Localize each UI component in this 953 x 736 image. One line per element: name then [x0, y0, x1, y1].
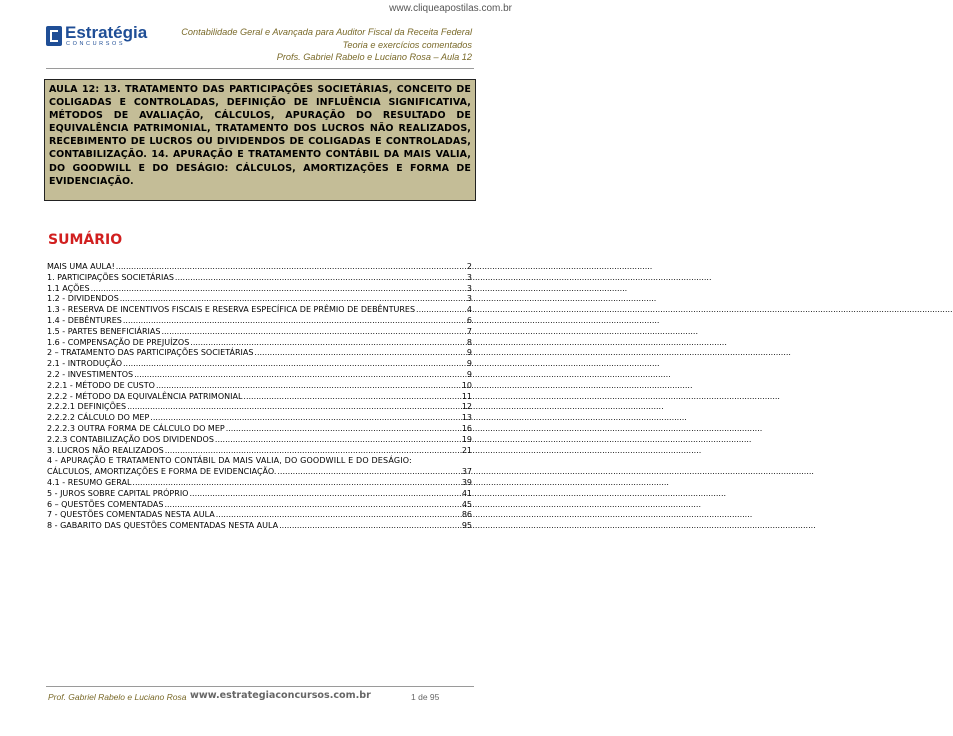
toc-entry[interactable] — [47, 338, 472, 349]
toc-entry-label: 2.2.1 - MÉTODO DE CUSTO — [47, 380, 155, 390]
toc-entry[interactable] — [47, 284, 472, 295]
toc-leader-dots — [123, 316, 466, 327]
toc-entry[interactable] — [47, 510, 472, 521]
toc-entry-label: CÁLCULOS, AMORTIZAÇÕES E FORMA DE EVIDENCIAÇÃO. — [47, 467, 277, 477]
header-divider — [46, 68, 474, 69]
toc-entry-page: 95 — [461, 521, 472, 531]
toc-leader-dots — [216, 510, 461, 521]
toc-entry-label: 2.2.2.2 CÁLCULO DO MEP — [47, 413, 150, 423]
page-header — [181, 26, 472, 64]
header-subtitle: Teoria e exercícios comentados — [342, 39, 472, 50]
toc-entry-page: 10 — [461, 380, 472, 390]
toc-entry-label: 1.3 - RESERVA DE INCENTIVOS FISCAIS E RESERVA ESPECÍFICA DE PRÊMIO DE DEBÊNTURES — [47, 305, 416, 315]
toc-entry[interactable] — [47, 424, 472, 435]
toc-entry[interactable] — [47, 273, 472, 284]
toc-entry-page: 8 — [466, 337, 472, 347]
toc-entry-page: 9 — [466, 348, 472, 358]
header-professors: Profs. Gabriel Rabelo e Luciano Rosa – Aula 12 — [276, 52, 472, 62]
toc-entry-page: 13 — [461, 413, 472, 423]
estrategia-logo — [46, 24, 164, 50]
toc-entry[interactable] — [47, 316, 472, 327]
toc-leader-dots — [254, 348, 466, 359]
toc-entry-page: 7 — [466, 326, 472, 336]
toc-entry-label: 5 - JUROS SOBRE CAPITAL PRÓPRIO — [47, 488, 189, 498]
toc-entry-label: 2.2 - INVESTIMENTOS — [47, 369, 134, 379]
toc-leader-dots — [150, 413, 461, 424]
toc-leader-dots — [165, 446, 461, 457]
toc-leader-dots — [91, 284, 466, 295]
toc-entry[interactable] — [47, 392, 472, 403]
toc-entry-page: 12 — [461, 402, 472, 412]
toc-entry-label: 2.2.2.1 DEFINIÇÕES — [47, 402, 127, 412]
toc-leader-dots — [120, 294, 466, 305]
footer-page-number: 1 de 95 — [411, 692, 440, 702]
toc-entry-page: 3 — [466, 272, 472, 282]
site-url-watermark: www.cliqueapostilas.com.br — [389, 3, 512, 14]
toc-entry-label: 1.2 - DIVIDENDOS — [47, 294, 119, 304]
toc-leader-dots — [189, 489, 460, 500]
toc-leader-dots — [243, 392, 460, 403]
toc-entry-page: 37 — [461, 467, 472, 477]
toc-leader-dots — [164, 500, 460, 511]
toc-entry-page: 39 — [461, 477, 472, 487]
toc-entry-page: 2 — [466, 262, 472, 271]
toc-entry-label: 1.6 - COMPENSAÇÃO DE PREJUÍZOS — [47, 337, 190, 347]
toc-entry-page: 3 — [466, 283, 472, 293]
toc-entry-page: 21 — [461, 445, 472, 455]
toc-entry-page: 9 — [466, 359, 472, 369]
toc-leader-dots — [279, 521, 461, 532]
toc-entry-label: 6 – QUESTÕES COMENTADAS — [47, 499, 164, 509]
toc-entry[interactable] — [47, 489, 472, 500]
toc-entry[interactable] — [47, 413, 472, 424]
toc-entry-label-line1[interactable]: 4 - APURAÇÃO E TRATAMENTO CONTÁBIL DA MAIS VALIA, DO GOODWILL E DO DESÁGIO: — [47, 456, 412, 466]
toc-leader-dots — [190, 338, 466, 349]
footer-site-link[interactable]: www.estrategiaconcursos.com.br — [190, 690, 371, 701]
toc-leader-dots — [156, 381, 461, 392]
toc-leader-dots — [161, 327, 465, 338]
toc-entry[interactable] — [47, 294, 472, 305]
toc-leader-dots — [215, 435, 461, 446]
toc-entry-page: 4 — [466, 305, 472, 315]
toc-entry[interactable] — [47, 359, 472, 370]
toc-leader-dots — [127, 402, 461, 413]
toc-entry-label: 3. LUCROS NÃO REALIZADOS — [47, 445, 164, 455]
toc-entry-label: 7 - QUESTÕES COMENTADAS NESTA AULA — [47, 510, 215, 520]
toc-entry[interactable] — [47, 435, 472, 446]
header-course-title: Contabilidade Geral e Avançada para Auditor Fiscal da Receita Federal — [181, 27, 472, 37]
logo-wordmark: Estratégia — [65, 23, 148, 42]
footer-authors: Prof. Gabriel Rabelo e Luciano Rosa — [48, 692, 187, 702]
lesson-title-text: AULA 12: 13. TRATAMENTO DAS PARTICIPAÇÕES SOCIETÁRIAS, CONCEITO DE COLIGADAS E CONTROLADAS, DEFINIÇÃO DE INFLUÊNCIA SIGNIFICATIVA, MÉTODOS DE AVALIAÇÃO, CÁLCULOS, APURAÇÃO DO RESULTADO DE EQUIVALÊNCIA PATRIMONIAL, TRATAMENTO DOS LUCROS NÃO REALIZADOS, RECEBIMENTO DE LUCROS OU DIVIDENDOS DE COLIGADAS E CONTROLADAS, CONTABILIZAÇÃO. 14. APURAÇÃO E TRATAMENTO CONTÁBIL DA MAIS VALIA, DO GOODWILL E DO DESÁGIO: CÁLCULOS, AMORTIZAÇÕES E FORMA DE EVIDENCIAÇÃO. — [49, 84, 471, 187]
logo-subtitle: CONCURSOS — [66, 41, 126, 47]
toc-entry[interactable] — [47, 370, 472, 381]
toc-entry-page: 6 — [466, 315, 472, 325]
toc-entry[interactable] — [47, 381, 472, 392]
toc-entry[interactable] — [47, 327, 472, 338]
toc-entry[interactable] — [47, 305, 472, 316]
toc-entry-label: 1.1 AÇÕES — [47, 283, 90, 293]
toc-entry-label: 2 – TRATAMENTO DAS PARTICIPAÇÕES SOCIETÁRIAS — [47, 348, 254, 358]
toc-entry[interactable] — [47, 500, 472, 511]
toc-entry-label: 2.2.3 CONTABILIZAÇÃO DOS DIVIDENDOS — [47, 434, 214, 444]
toc-entry[interactable] — [47, 446, 472, 457]
toc-entry-label: 2.2.2 - MÉTODO DA EQUIVALÊNCIA PATRIMONIAL — [47, 391, 243, 401]
toc-leader-dots — [132, 478, 460, 489]
toc-entry-page: 86 — [461, 510, 472, 520]
toc-entry[interactable] — [47, 521, 472, 532]
toc-leader-dots — [134, 370, 466, 381]
logo-mark-icon — [46, 26, 62, 46]
toc-entry[interactable] — [47, 402, 472, 413]
toc-entry-label: 1. PARTICIPAÇÕES SOCIETÁRIAS — [47, 272, 174, 282]
footer-divider — [46, 686, 474, 687]
toc-entry[interactable] — [47, 467, 472, 478]
toc-entry[interactable] — [47, 478, 472, 489]
toc-entry-page: 11 — [461, 391, 472, 401]
toc-entry-page: 45 — [461, 499, 472, 509]
toc-entry-page: 41 — [461, 488, 472, 498]
toc-entry-label: 1.5 - PARTES BENEFICIÁRIAS — [47, 326, 161, 336]
toc-entry[interactable] — [47, 348, 472, 359]
toc-leader-dots — [277, 467, 460, 478]
summary-heading: SUMÁRIO — [48, 232, 123, 248]
toc-leader-dots — [123, 359, 466, 370]
toc-entry-label: 2.2.2.3 OUTRA FORMA DE CÁLCULO DO MEP — [47, 423, 225, 433]
toc-leader-dots — [416, 305, 466, 316]
toc-entry-label: 4.1 - RESUMO GERAL — [47, 477, 132, 487]
lesson-title-box — [44, 79, 476, 201]
toc-leader-dots — [116, 262, 466, 273]
toc-entry-label: 1.4 - DEBÊNTURES — [47, 315, 122, 325]
toc-entry-page: 16 — [461, 423, 472, 433]
toc-leader-dots — [175, 273, 466, 284]
toc-entry[interactable] — [47, 262, 472, 273]
toc-leader-dots — [226, 424, 461, 435]
toc-entry-label: MAIS UMA AULA! — [47, 262, 115, 271]
toc-entry-page: 19 — [461, 434, 472, 444]
toc-entry-label: 2.1 - INTRODUÇÃO — [47, 359, 123, 369]
toc-entry-label: 8 - GABARITO DAS QUESTÕES COMENTADAS NESTA AULA — [47, 521, 279, 531]
toc-entry-page: 3 — [466, 294, 472, 304]
toc-entry-page: 9 — [466, 369, 472, 379]
table-of-contents — [47, 262, 472, 532]
